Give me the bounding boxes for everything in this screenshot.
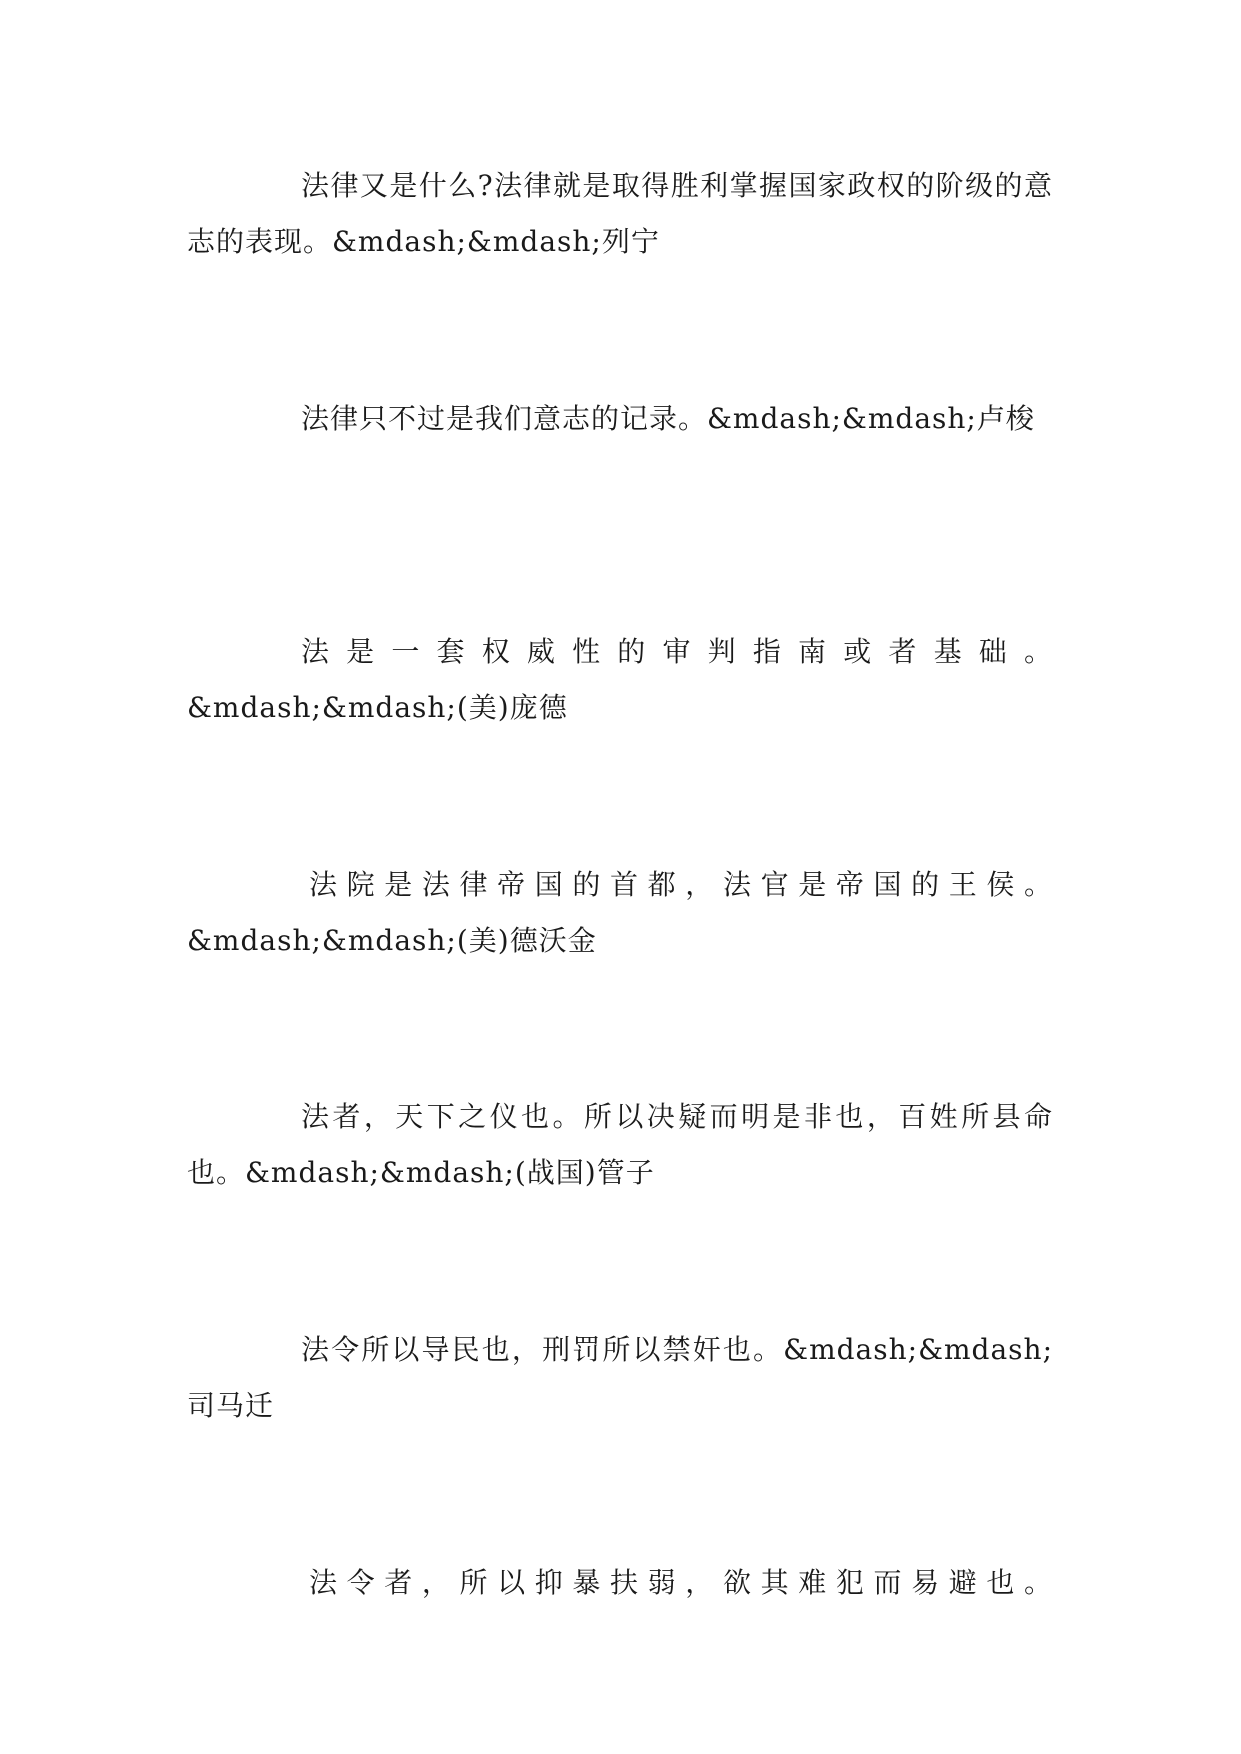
quote-rousseau	[187, 391, 1053, 447]
quote-text: 法者，天下之仪也。所以决疑而明是非也，百姓所县命也。&mdash;&mdash;(战国)管子	[187, 1100, 1053, 1189]
quote-lenin	[187, 158, 1053, 270]
quote-text: 法令所以导民也，刑罚所以禁奸也。&mdash;&mdash;司马迁	[187, 1333, 1053, 1422]
quote-text: 法令者，所以抑暴扶弱，欲其难犯而易避也。	[309, 1566, 1053, 1599]
quote-text: 法律又是什么?法律就是取得胜利掌握国家政权的阶级的意志的表现。&mdash;&mdash;列宁	[187, 169, 1053, 258]
quote-sima-qian	[187, 1322, 1053, 1434]
quote-text: 法律只不过是我们意志的记录。&mdash;&mdash;卢梭	[301, 402, 1035, 435]
quote-text: 法院是法律帝国的首都，法官是帝国的王侯。	[309, 868, 1053, 901]
quote-dworkin	[187, 857, 1053, 969]
quote-attribution: &mdash;&mdash;(美)庞德	[187, 691, 568, 724]
quote-final	[187, 1555, 1053, 1611]
quote-text: 法是一套权威性的审判指南或者基础。	[301, 635, 1053, 668]
quote-guanzi	[187, 1089, 1053, 1201]
quote-attribution: &mdash;&mdash;(美)德沃金	[187, 924, 597, 957]
quote-pound	[187, 624, 1053, 736]
